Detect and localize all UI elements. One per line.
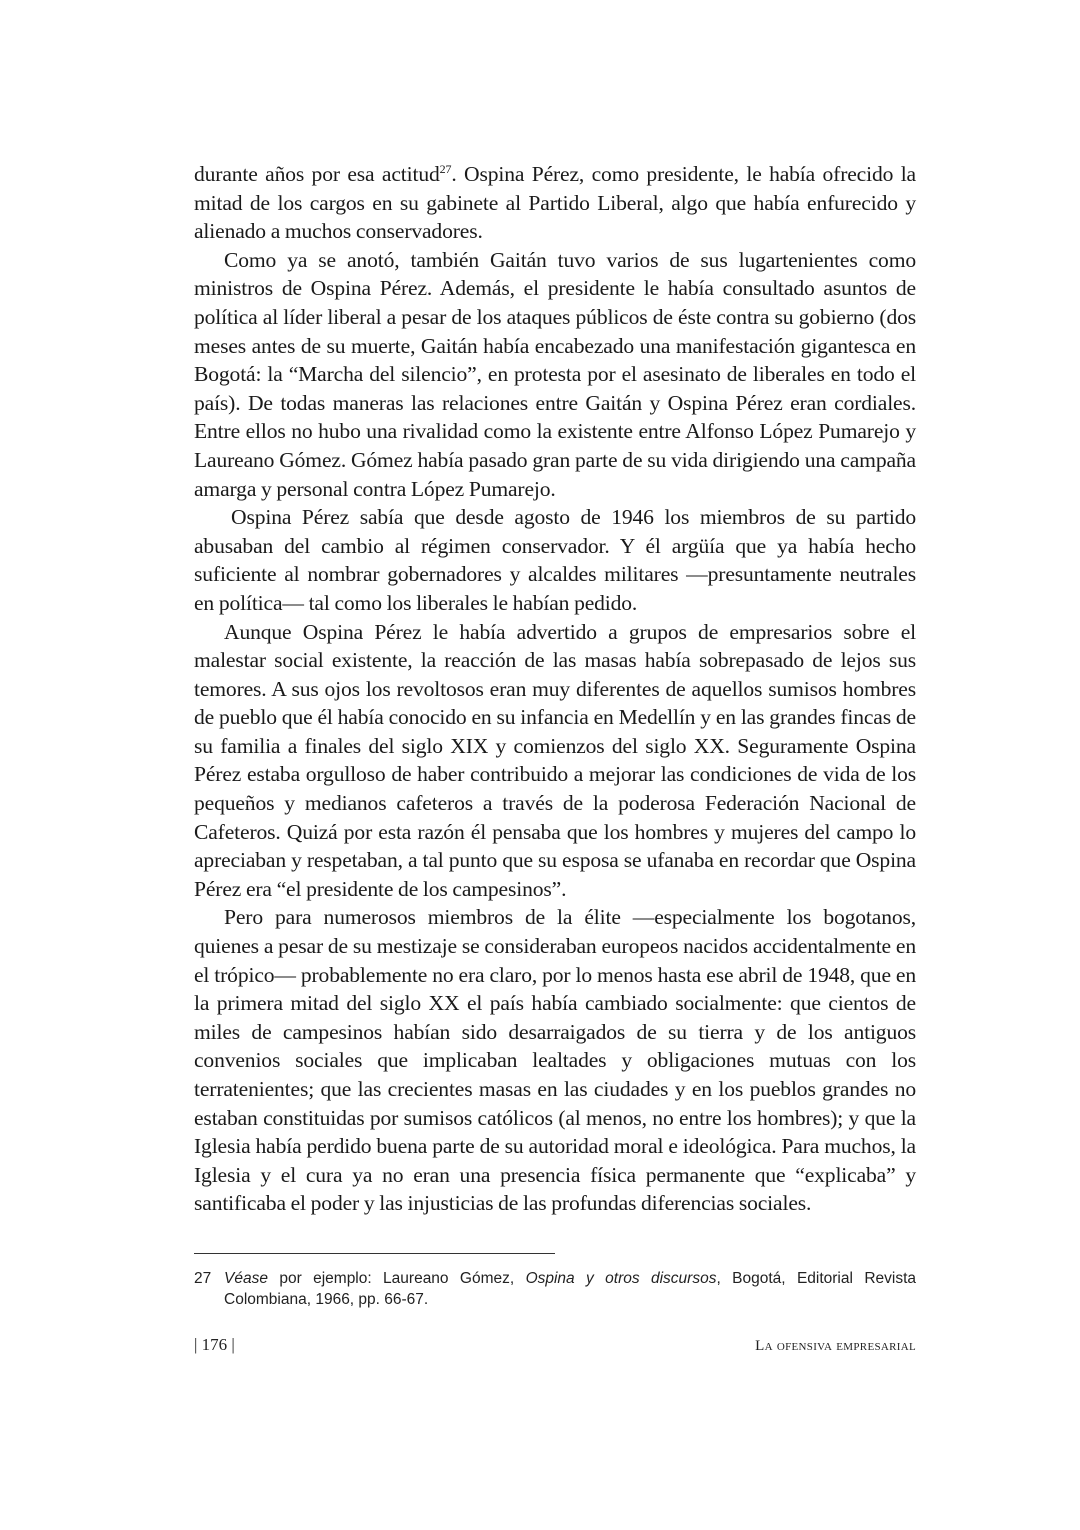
footnote-text <box>224 1268 916 1310</box>
paragraph-1-text-a: durante años por esa actitud <box>194 162 440 186</box>
running-title: La ofensiva empresarial <box>755 1338 916 1354</box>
footnote-number: 27 <box>194 1270 212 1287</box>
page-body <box>194 160 916 1218</box>
footnote-book-title: Ospina y otros discursos <box>525 1270 717 1287</box>
footnote-27 <box>194 1268 916 1310</box>
paragraph-5: Pero para numerosos miembros de la élite —especialmente los bogotanos, quienes a pesar de su mestizaje se consideraban europeos nacidos accidentalmente en el trópico— probablemente no era claro, por lo menos hasta ese abril de 1948, que en la primera mitad del siglo XX el país había cambiado socialmente: que cientos de miles de campesinos habían sido desarraigados de su tierra y de los antiguos convenios sociales que implicaban lealtades y obligaciones mutuas con los terratenientes; que las crecientes masas en las ciudades y en los pueblos grandes no estaban constituidas por sumisos católicos (al menos, no entre los hombres); y que la Iglesia había perdido buena parte de su autoridad moral e ideológica. Para muchos, la Iglesia y el cura ya no eran una presencia física permanente que “explicaba” y santificaba el poder y las injusticias de las profundas diferencias sociales. <box>194 905 916 1216</box>
page-number: | 176 | <box>194 1335 235 1354</box>
page-footer <box>194 1335 916 1355</box>
paragraph-4: Aunque Ospina Pérez le había advertido a grupos de empresarios sobre el malestar social existente, la reacción de las masas había sobrepasado de lejos sus temores. A sus ojos los revoltosos eran muy diferentes de aquellos sumisos hombres de pueblo que él había conocido en su infancia en Medellín y en las grandes fincas de su familia a finales del siglo XIX y comienzos del siglo XX. Seguramente Ospina Pérez estaba orgulloso de haber contribuido a mejorar las condiciones de vida de los pequeños y medianos cafeteros a través de la poderosa Federación Nacional de Cafeteros. Quizá por esta razón él pensaba que los hombres y mujeres del campo lo apreciaban y respetaban, a tal punto que su esposa se ufanaba en recordar que Ospina Pérez era “el presidente de los campesinos”. <box>194 619 916 901</box>
paragraph-2: Como ya se anotó, también Gaitán tuvo varios de sus lugartenientes como ministros de Ospina Pérez. Además, el presidente le había consultado asuntos de política al líder liberal a pesar de los ataques públicos de éste contra su gobierno (dos meses antes de su muerte, Gaitán había encabezado una manifestación gigantesca en Bogotá: la “Marcha del silencio”, en protesta por el asesinato de liberales en todo el país). De todas maneras las relaciones entre Gaitán y Ospina Pérez eran cordiales. Entre ellos no hubo una rivalidad como la existente entre Alfonso López Pumarejo y Laureano Gómez. Gómez había pasado gran parte de su vida dirigiendo una campaña amarga y personal contra López Pumarejo. <box>194 247 916 501</box>
footnote-text-part1: por ejemplo: Laureano Gómez, <box>267 1270 526 1287</box>
footnote-text-part2: , Bogotá, Editorial Revista Colombiana, 1966, pp. 66-67. <box>224 1270 916 1308</box>
paragraph-1 <box>194 160 916 246</box>
footnote-italic-lead: Véase <box>224 1270 268 1287</box>
paragraph-1-text-b: . Ospina Pérez, como presidente, le había ofrecido la mitad de los cargos en su gabinete al Partido Liberal, algo que había enfurecido y alienado a muchos conservadores. <box>194 162 916 244</box>
paragraph-3: Ospina Pérez sabía que desde agosto de 1946 los miembros de su partido abusaban del cambio al régimen conservador. Y él argüía que ya había hecho suficiente al nombrar gobernadores y alcaldes militares —presuntamente neutrales en política— tal como los liberales le habían pedido. <box>194 505 916 615</box>
footnote-separator <box>194 1253 555 1254</box>
footnote-reference-27[interactable]: 27 <box>439 162 452 176</box>
main-text <box>194 160 916 1218</box>
